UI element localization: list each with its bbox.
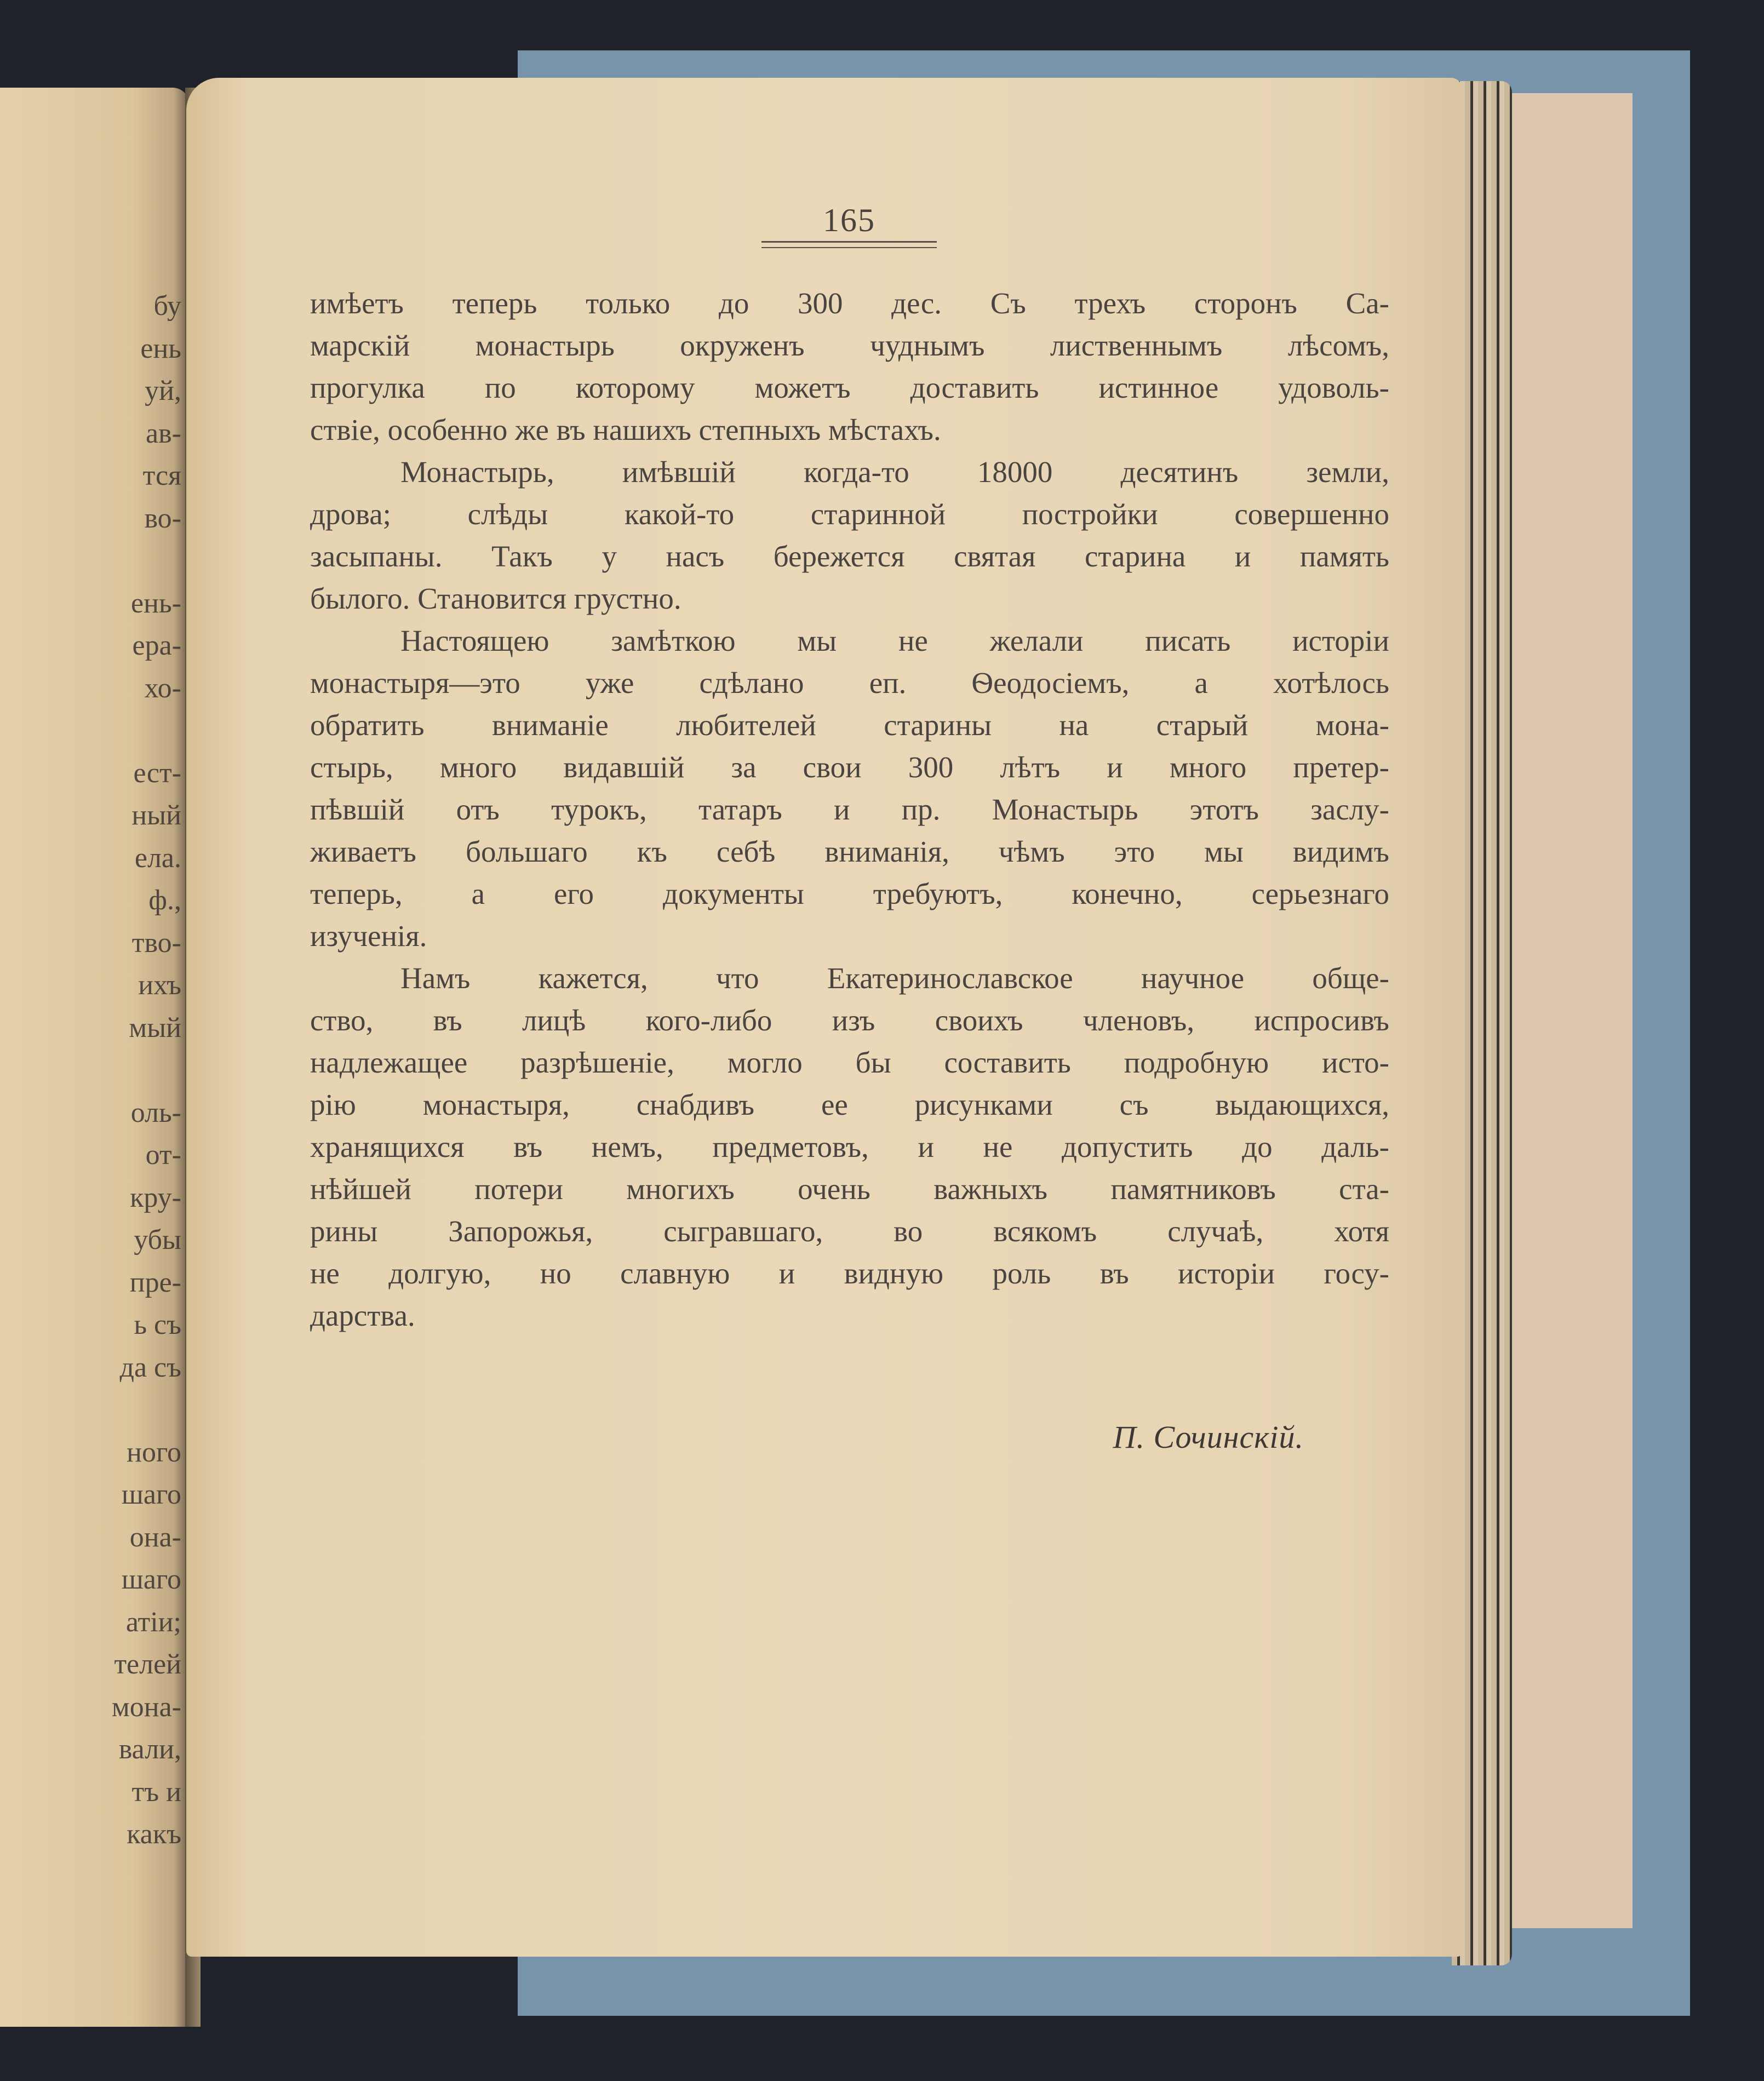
page-number: 165 (823, 202, 875, 238)
left-page-text-fragment: ихъ (138, 970, 181, 1001)
left-page-text-fragment: ень- (131, 587, 181, 619)
left-page-text-fragment: атіи; (125, 1606, 181, 1638)
text-line: ство, въ лицѣ кого-либо изъ своихъ членовъ, испросивъ (310, 1004, 1389, 1037)
left-page-text-fragment: убы (134, 1224, 181, 1256)
text-line: рины Запорожья, сыгравшаго, во всякомъ случаѣ, хотя (310, 1214, 1389, 1248)
left-page-text-fragment: уй, (145, 375, 181, 406)
left-page-text-fragment: ф., (148, 885, 181, 916)
left-page-text-fragment: во- (144, 502, 181, 534)
left-page-text-fragment: ень (140, 332, 181, 364)
left-page-text-fragment: мый (129, 1012, 181, 1044)
text-line: рію монастыря, снабдивъ ее рисунками съ выдающихся, (310, 1088, 1389, 1121)
left-page-text-fragment: ест- (133, 757, 181, 789)
left-page-text-fragment: какъ (127, 1819, 181, 1850)
text-line: марскій монастырь окруженъ чуднымъ лиственнымъ лѣсомъ, (310, 329, 1389, 362)
text-line: имѣетъ теперь только до 300 дес. Съ трехъ сторонъ Са- (310, 286, 1389, 320)
left-page-text-fragment: от- (145, 1139, 181, 1171)
text-line: хранящихся въ немъ, предметовъ, и не допустить до даль- (310, 1130, 1389, 1163)
left-page-text-fragment: ного (127, 1436, 181, 1468)
text-line: теперь, а его документы требуютъ, конечно, серьезнаго (310, 877, 1389, 910)
left-page-text-fragment: ела. (134, 842, 181, 874)
left-page-text-fragment: пре- (129, 1266, 181, 1298)
text-line: засыпаны. Такъ у насъ бережется святая старина и память (310, 540, 1389, 573)
left-page-text-fragment: кру- (130, 1182, 181, 1213)
left-page-text-fragment: ный (131, 800, 181, 831)
left-page-text-fragment: шаго (121, 1479, 181, 1510)
text-line: не долгую, но славную и видную роль въ исторіи госу- (310, 1257, 1389, 1290)
left-page-text-fragment: тво- (131, 927, 181, 959)
page-number-rule (761, 241, 937, 248)
left-page-text-fragment: телей (114, 1649, 181, 1680)
left-page-text-fragment: тся (142, 460, 181, 491)
left-page (0, 88, 189, 2027)
left-page-text-fragment: вали, (118, 1734, 181, 1765)
left-page-text-fragment: она- (129, 1521, 181, 1553)
text-line: обратить вниманіе любителей старины на старый мона- (310, 708, 1389, 742)
left-page-text-fragment: ав- (146, 417, 181, 449)
left-page-text-fragment: да съ (119, 1351, 181, 1383)
text-line: живаетъ большаго къ себѣ вниманія, чѣмъ это мы видимъ (310, 835, 1389, 868)
text-line: былого. Становится грустно. (310, 582, 681, 615)
text-line: Намъ кажется, что Екатеринославское научное обще- (400, 961, 1389, 995)
left-page-text-fragment: хо- (144, 672, 181, 704)
left-page-text-fragment: мона- (111, 1691, 181, 1723)
text-line: пѣвшій отъ турокъ, татаръ и пр. Монастырь этотъ заслу- (310, 793, 1389, 826)
left-page-text-fragment: тъ и (131, 1776, 181, 1808)
text-line: Настоящею замѣткою мы не желали писать исторіи (400, 624, 1389, 657)
author-signature: П. Сочинскій. (1113, 1419, 1304, 1455)
text-line: прогулка по которому можетъ доставить истинное удоволь- (310, 371, 1389, 404)
left-page-text-fragment: шаго (121, 1564, 181, 1595)
text-line: Монастырь, имѣвшій когда-то 18000 десятинъ земли, (400, 455, 1389, 489)
text-line: надлежащее разрѣшеніе, могло бы составить подробную исто- (310, 1046, 1389, 1079)
left-page-text-fragment: ера- (132, 630, 181, 661)
text-line: дарства. (310, 1299, 415, 1332)
text-line: ствіе, особенно же въ нашихъ степныхъ мѣстахъ. (310, 413, 941, 446)
text-line: монастыря—это уже сдѣлано еп. Ѳеодосіемъ, а хотѣлось (310, 666, 1389, 700)
text-line: стырь, много видавшій за свои 300 лѣтъ и много претер- (310, 750, 1389, 784)
page-body-text (310, 282, 1389, 1337)
text-line: изученія. (310, 919, 427, 953)
left-page-text-fragment: ь съ (134, 1309, 181, 1340)
left-page-text-fragment: оль- (130, 1097, 181, 1128)
left-page-text-fragment: бу (153, 290, 181, 322)
text-line: дрова; слѣды какой-то старинной постройки совершенно (310, 497, 1389, 531)
text-line: нѣйшей потери многихъ очень важныхъ памятниковъ ста- (310, 1172, 1389, 1206)
